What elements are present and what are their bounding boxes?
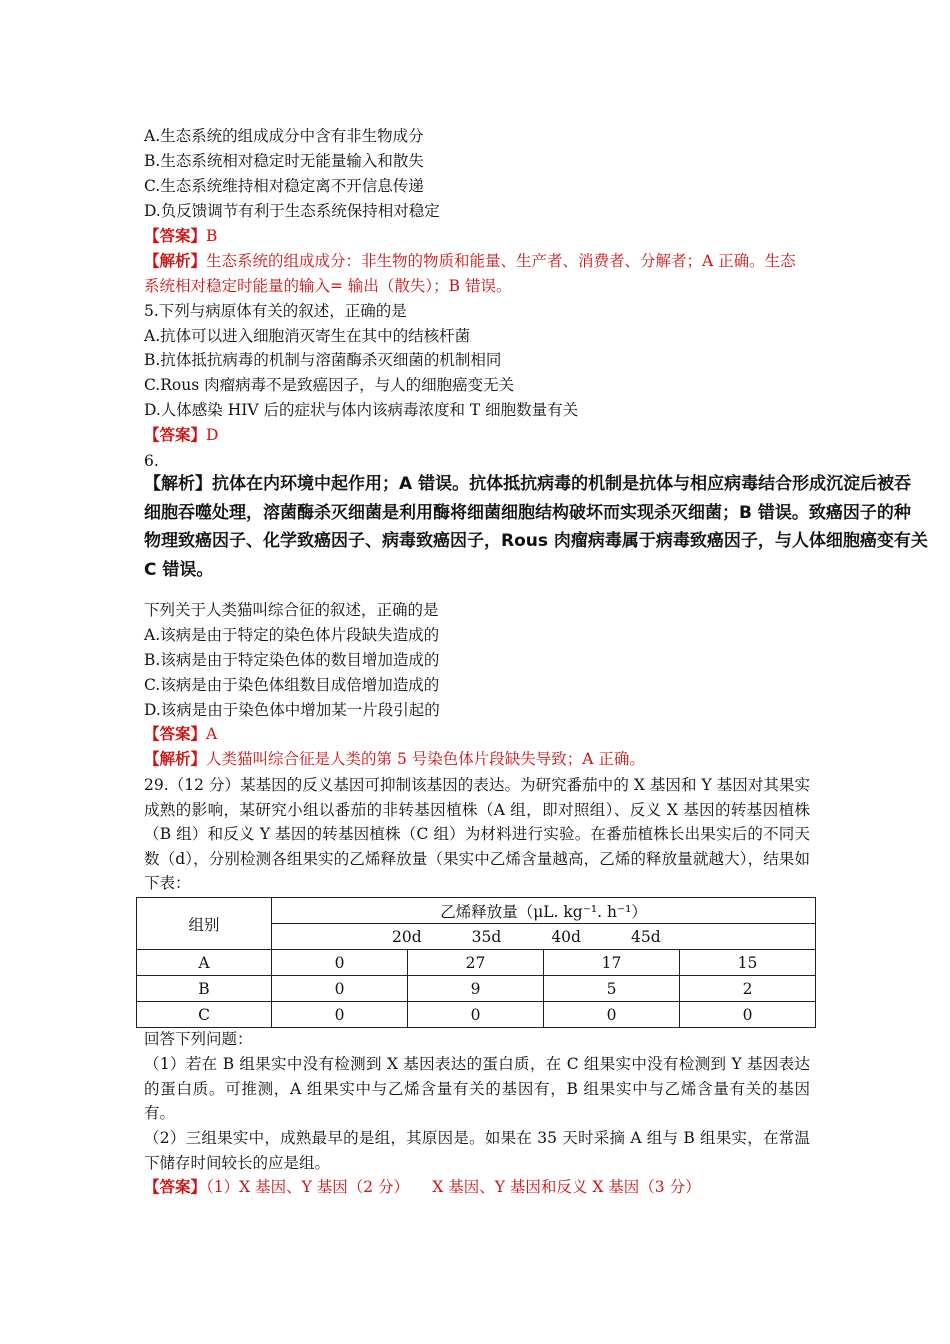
q6-option-b: B.该病是由于特定染色体的数目增加造成的 — [144, 651, 440, 669]
day-label: 45d — [630, 927, 661, 946]
table-header-days — [272, 924, 816, 950]
analysis-tag: 【解析】 — [144, 749, 207, 768]
table-cell: 0 — [272, 976, 408, 1002]
answer-value: （1）X 基因、Y 基因（2 分） X 基因、Y 基因和反义 X 基因（3 分） — [206, 1178, 701, 1196]
note-line: C 错误。 — [144, 559, 214, 580]
table-cell: 9 — [408, 976, 544, 1002]
table-row — [137, 950, 816, 976]
q6-option-d: D.该病是由于染色体中增加某一片段引起的 — [144, 701, 440, 719]
q6-stem: 下列关于人类猫叫综合征的叙述，正确的是 — [144, 601, 439, 619]
q6-answer — [144, 724, 217, 744]
q29-sub2: （2）三组果实中，成熟最早的是组，其原因是。如果在 35 天时采摘 A 组与 B 组果实，在常温下储存时间较长的应是组。 — [144, 1129, 810, 1172]
q5-stem: 5.下列与病原体有关的叙述，正确的是 — [144, 302, 407, 320]
q5-option-c: C.Rous 肉瘤病毒不是致癌因子，与人的细胞癌变无关 — [144, 376, 515, 394]
q4-option-b: B.生态系统相对稳定时无能量输入和散失 — [144, 152, 424, 170]
day-label: 20d — [392, 927, 422, 946]
q4-analysis-line2: 系统相对稳定时能量的输入= 输出（散失）；B 错误。 — [144, 277, 512, 295]
q6-number: 6. — [144, 452, 159, 470]
answer-tag: 【答案】 — [144, 724, 207, 743]
q4-option-c: C.生态系统维持相对稳定离不开信息传递 — [144, 177, 424, 195]
day-label: 40d — [551, 927, 581, 946]
q4-option-a: A.生态系统的组成成分中含有非生物成分 — [144, 127, 424, 145]
q29-sub1: （1）若在 B 组果实中没有检测到 X 基因表达的蛋白质，在 C 组果实中没有检测到 Y 基因表达的蛋白质。可推测，A 组果实中与乙烯含量有关的基因有，B 组果实中与乙烯含量有关的基因有。 — [144, 1055, 810, 1123]
ethylene-table — [136, 897, 816, 1028]
q6-option-c: C.该病是由于染色体组数目成倍增加造成的 — [144, 676, 440, 694]
analysis-tag: 【解析】 — [144, 251, 207, 270]
q29-stem: 29.（12 分）某基因的反义基因可抑制该基因的表达。为研究番茄中的 X 基因和 Y 基因对其果实成熟的影响，某研究小组以番茄的非转基因植株（A 组，即对照组）、反义 X 基因的转基因植株（B 组）和反义 Y 基因的转基因植株（C 组）为材料进行实验。在番茄植株长出果实后的不同天数（d），分别检测各组果实的乙烯释放量（果实中乙烯含量越高，乙烯的释放量就越大），结果如下表： — [144, 776, 810, 893]
table-cell: 2 — [680, 976, 816, 1002]
q6-option-a: A.该病是由于特定的染色体片段缺失造成的 — [144, 626, 440, 644]
q5-option-a: A.抗体可以进入细胞消灭寄生在其中的结核杆菌 — [144, 327, 471, 345]
table-cell: 27 — [408, 950, 544, 976]
table-cell: 0 — [272, 950, 408, 976]
q4-answer — [144, 226, 217, 246]
analysis-text: 人类猫叫综合征是人类的第 5 号染色体片段缺失导致；A 正确。 — [206, 750, 645, 768]
q6-analysis-note — [144, 470, 950, 584]
q4-analysis-line1 — [144, 251, 796, 271]
row-group: B — [137, 976, 272, 1002]
note-line: 物理致癌因子、化学致癌因子、病毒致癌因子，Rous 肉瘤病毒属于病毒致癌因子，与人体细胞癌变有关 — [144, 531, 928, 551]
answer-tag: 【答案】 — [144, 226, 207, 245]
answer-tag: 【答案】 — [144, 425, 207, 444]
q4-option-d: D.负反馈调节有利于生态系统保持相对稳定 — [144, 202, 440, 220]
table-cell: 15 — [680, 950, 816, 976]
q29-answer — [144, 1177, 701, 1197]
answer-value: D — [206, 426, 219, 444]
row-group: A — [137, 950, 272, 976]
answer-value: A — [206, 725, 218, 743]
table-header-group: 组别 — [137, 898, 272, 950]
q5-option-d: D.人体感染 HIV 后的症状与体内该病毒浓度和 T 细胞数量有关 — [144, 401, 579, 419]
day-label: 35d — [471, 927, 502, 946]
answer-value: B — [206, 227, 218, 245]
note-line: 细胞吞噬处理，溶菌酶杀灭细菌是利用酶将细菌细胞结构破坏而实现杀灭细菌；B 错误。致癌因子的种 — [144, 502, 911, 523]
table-row — [137, 976, 816, 1002]
q5-option-b: B.抗体抵抗病毒的机制与溶菌酶杀灭细菌的机制相同 — [144, 351, 502, 369]
table-row — [137, 1002, 816, 1028]
note-line: 【解析】抗体在内环境中起作用；A 错误。抗体抵抗病毒的机制是抗体与相应病毒结合形成沉淀后被吞 — [144, 474, 912, 494]
q5-answer — [144, 425, 218, 445]
table-cell: 0 — [272, 1002, 408, 1028]
table-cell: 0 — [680, 1002, 816, 1028]
row-group: C — [137, 1002, 272, 1028]
q6-analysis — [144, 749, 645, 769]
table-cell: 17 — [544, 950, 680, 976]
table-cell: 5 — [544, 976, 680, 1002]
table-cell: 0 — [408, 1002, 544, 1028]
answer-tag: 【答案】 — [144, 1177, 207, 1196]
q29-prompt: 回答下列问题： — [144, 1030, 253, 1048]
analysis-text: 生态系统的组成成分：非生物的物质和能量、生产者、消费者、分解者；A 正确。生态 — [206, 252, 796, 270]
table-header-measure: 乙烯释放量（μL. kg⁻¹. h⁻¹） — [272, 898, 816, 924]
table-cell: 0 — [544, 1002, 680, 1028]
